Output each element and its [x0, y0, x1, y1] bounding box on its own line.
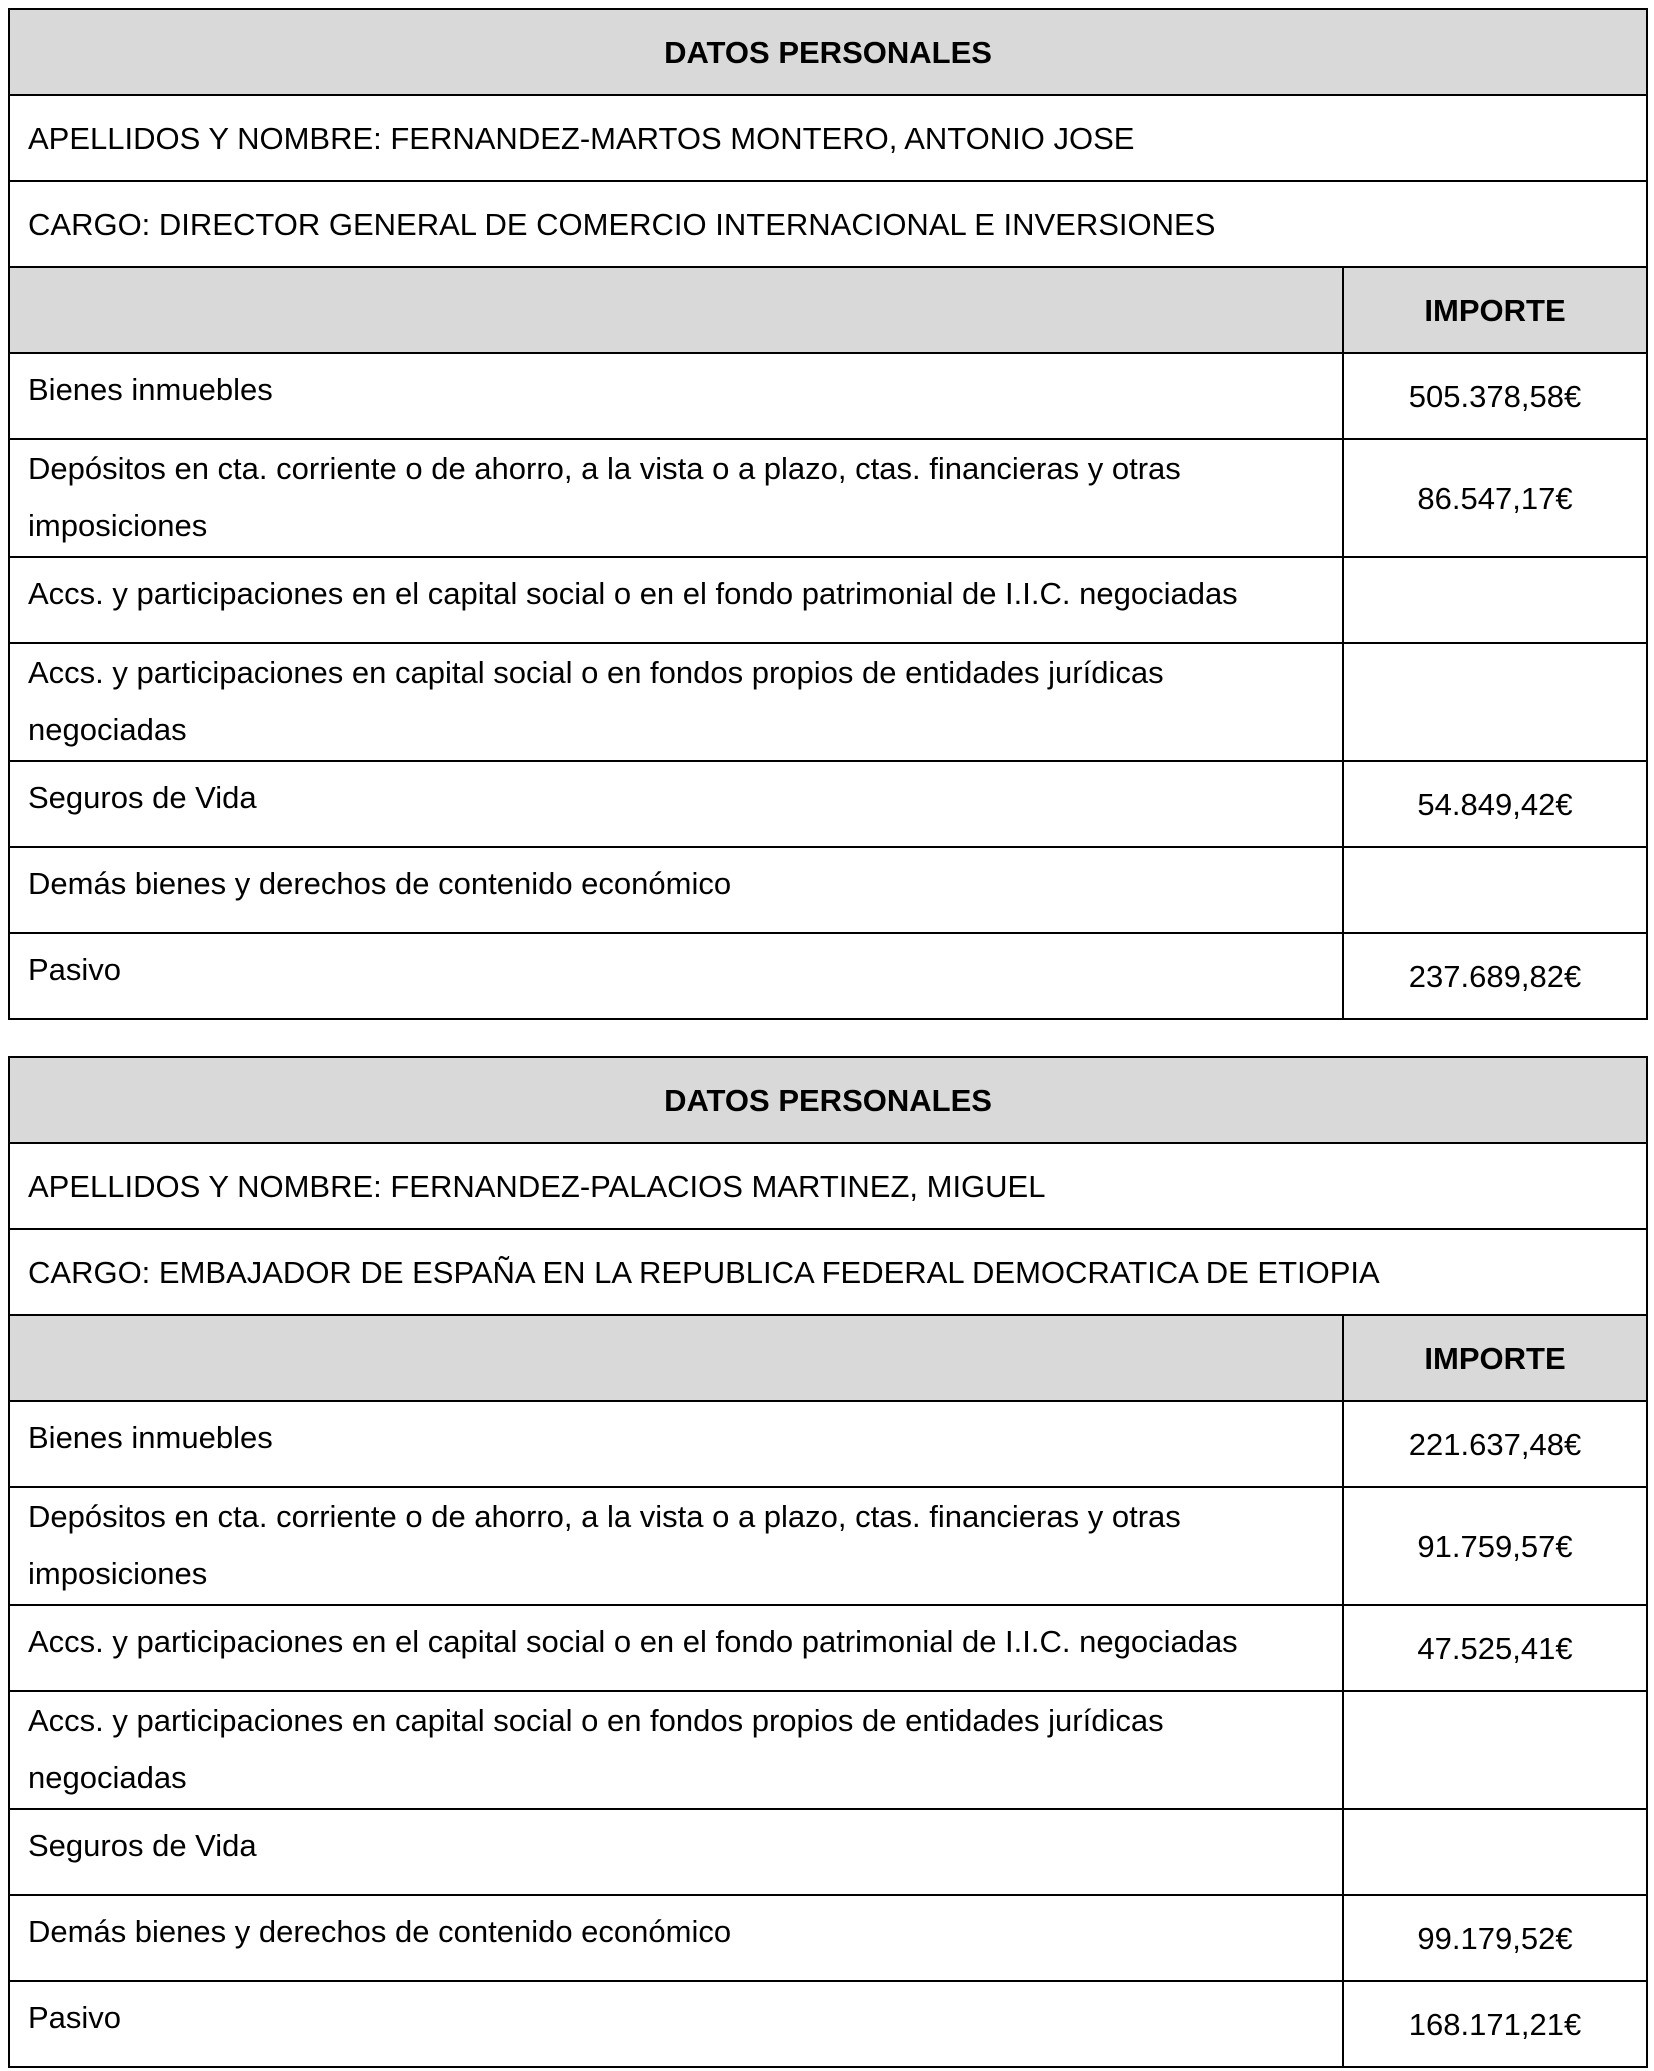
item-value: 237.689,82€ — [1343, 933, 1647, 1019]
item-value: 168.171,21€ — [1343, 1981, 1647, 2067]
name-row — [9, 1143, 1647, 1229]
table-row — [9, 643, 1647, 761]
item-value: 505.378,58€ — [1343, 353, 1647, 439]
table-row — [9, 1895, 1647, 1981]
item-label: Seguros de Vida — [9, 1809, 1343, 1895]
name-line: APELLIDOS Y NOMBRE: FERNANDEZ-PALACIOS MARTINEZ, MIGUEL — [9, 1143, 1647, 1229]
item-value: 99.179,52€ — [1343, 1895, 1647, 1981]
table-row — [9, 439, 1647, 557]
item-label: Bienes inmuebles — [9, 1401, 1343, 1487]
item-value: 54.849,42€ — [1343, 761, 1647, 847]
item-label: Seguros de Vida — [9, 761, 1343, 847]
item-label: Demás bienes y derechos de contenido económico — [9, 847, 1343, 933]
item-label: Accs. y participaciones en el capital social o en el fondo patrimonial de I.I.C. negociadas — [9, 1605, 1343, 1691]
item-label: Accs. y participaciones en capital social o en fondos propios de entidades jurídicas negociadas — [9, 1691, 1343, 1809]
amount-header: IMPORTE — [1343, 1315, 1647, 1401]
table-row — [9, 1691, 1647, 1809]
table-row — [9, 557, 1647, 643]
table-row — [9, 761, 1647, 847]
table-row — [9, 353, 1647, 439]
item-value — [1343, 643, 1647, 761]
item-value: 86.547,17€ — [1343, 439, 1647, 557]
section-header-row — [9, 9, 1647, 95]
item-value — [1343, 1691, 1647, 1809]
item-value — [1343, 847, 1647, 933]
item-value: 221.637,48€ — [1343, 1401, 1647, 1487]
item-label: Depósitos en cta. corriente o de ahorro, a la vista o a plazo, ctas. financieras y otras imposiciones — [9, 439, 1343, 557]
cargo-row — [9, 1229, 1647, 1315]
empty-header-cell — [9, 267, 1343, 353]
name-line: APELLIDOS Y NOMBRE: FERNANDEZ-MARTOS MONTERO, ANTONIO JOSE — [9, 95, 1647, 181]
item-label: Bienes inmuebles — [9, 353, 1343, 439]
amount-header-row — [9, 267, 1647, 353]
item-label: Pasivo — [9, 933, 1343, 1019]
item-value: 47.525,41€ — [1343, 1605, 1647, 1691]
empty-header-cell — [9, 1315, 1343, 1401]
declaration-table-2 — [8, 1056, 1648, 2068]
section-header-row — [9, 1057, 1647, 1143]
section-title: DATOS PERSONALES — [9, 1057, 1647, 1143]
table-row — [9, 1401, 1647, 1487]
table-row — [9, 933, 1647, 1019]
item-label: Demás bienes y derechos de contenido económico — [9, 1895, 1343, 1981]
item-value: 91.759,57€ — [1343, 1487, 1647, 1605]
item-value — [1343, 1809, 1647, 1895]
cargo-line: CARGO: EMBAJADOR DE ESPAÑA EN LA REPUBLICA FEDERAL DEMOCRATICA DE ETIOPIA — [9, 1229, 1647, 1315]
table-row — [9, 847, 1647, 933]
declaration-table-1 — [8, 8, 1648, 1020]
item-label: Pasivo — [9, 1981, 1343, 2067]
item-label: Accs. y participaciones en el capital social o en el fondo patrimonial de I.I.C. negociadas — [9, 557, 1343, 643]
table-row — [9, 1605, 1647, 1691]
item-label: Accs. y participaciones en capital social o en fondos propios de entidades jurídicas negociadas — [9, 643, 1343, 761]
item-value — [1343, 557, 1647, 643]
cargo-row — [9, 181, 1647, 267]
table-row — [9, 1809, 1647, 1895]
table-row — [9, 1981, 1647, 2067]
name-row — [9, 95, 1647, 181]
table-row — [9, 1487, 1647, 1605]
amount-header: IMPORTE — [1343, 267, 1647, 353]
amount-header-row — [9, 1315, 1647, 1401]
cargo-line: CARGO: DIRECTOR GENERAL DE COMERCIO INTERNACIONAL E INVERSIONES — [9, 181, 1647, 267]
section-title: DATOS PERSONALES — [9, 9, 1647, 95]
item-label: Depósitos en cta. corriente o de ahorro, a la vista o a plazo, ctas. financieras y otras imposiciones — [9, 1487, 1343, 1605]
